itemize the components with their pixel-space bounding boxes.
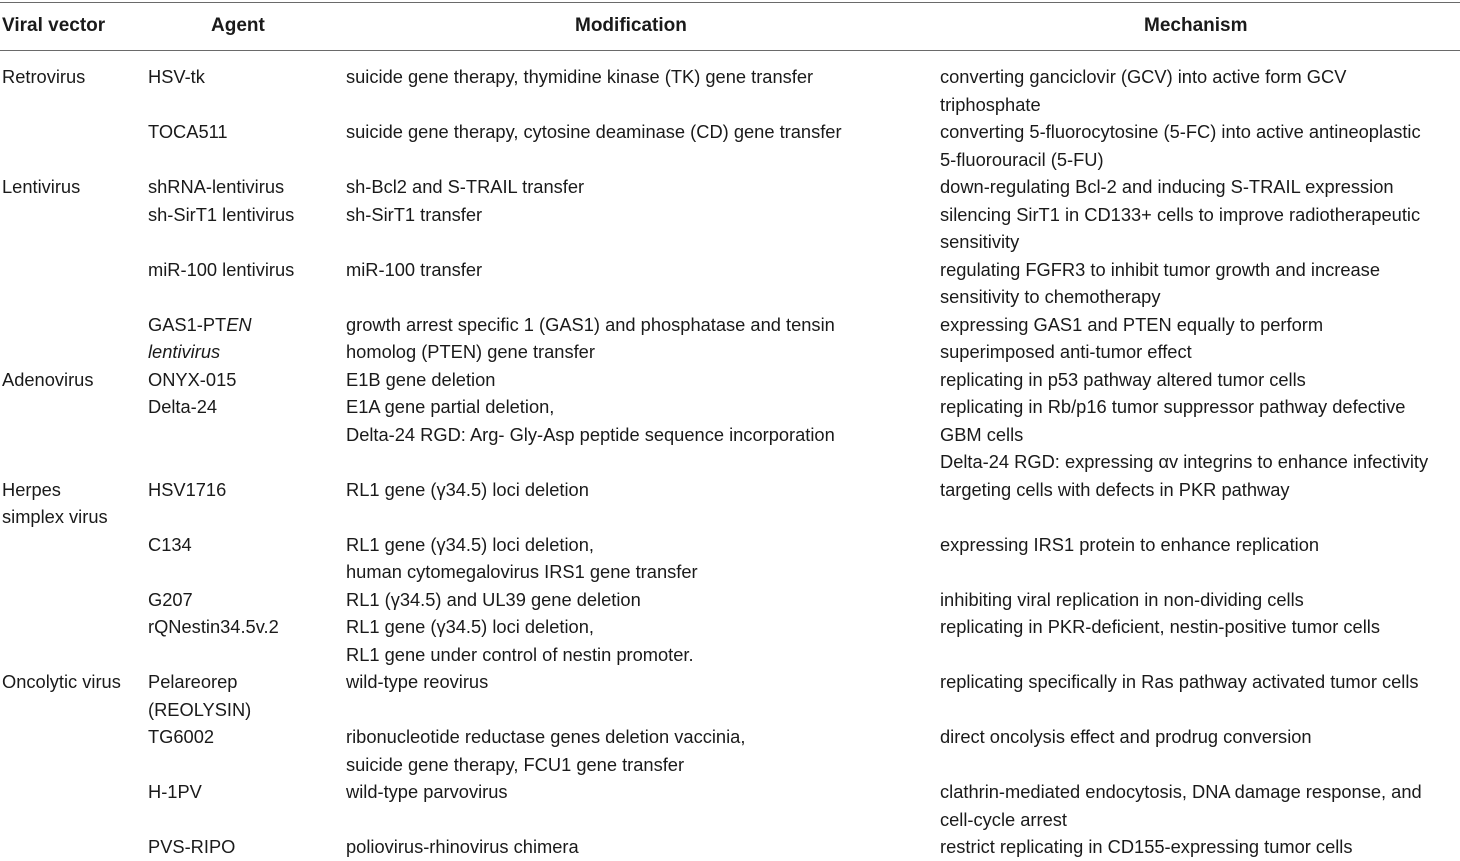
cell-agent: PVS-RIPO (148, 836, 236, 857)
cell-modification: sh-Bcl2 and S-TRAIL transfer (346, 176, 585, 197)
cell-viral-vector: Oncolytic virus (2, 671, 121, 692)
cell-mechanism: expressing IRS1 protein to enhance replication (940, 533, 1320, 555)
table-row (0, 366, 1460, 394)
cell-modification: E1A gene partial deletion, Delta-24 RGD: Arg- Gly-Asp peptide sequence incorporation (346, 396, 835, 445)
cell-mechanism: replicating in Rb/p16 tumor suppressor pathway defective GBM cells Delta-24 RGD: expressing αv integrins to enhance infectivity (940, 396, 1429, 472)
cell-mechanism: regulating FGFR3 to inhibit tumor growth and increase sensitivity to chemotherapy (940, 258, 1380, 307)
cell-modification: suicide gene therapy, cytosine deaminase (CD) gene transfer (346, 121, 842, 142)
cell-agent: G207 (148, 588, 193, 610)
cell-viral-vector: Lentivirus (2, 176, 81, 197)
cell-agent: HSV-tk (148, 66, 205, 87)
cell-modification: wild-type parvovirus (346, 781, 508, 802)
cell-agent: H-1PV (148, 781, 202, 802)
cell-agent: miR-100 lentivirus (148, 258, 295, 280)
header-modification: Modification (575, 15, 687, 36)
table-row (0, 531, 1460, 586)
table-body (0, 63, 1460, 861)
header-mechanism: Mechanism (1144, 15, 1248, 36)
cell-mechanism: converting ganciclovir (GCV) into active form GCV triphosphate (940, 66, 1347, 115)
cell-agent: sh-SirT1 lentivirus (148, 203, 295, 225)
table-row (0, 256, 1460, 311)
cell-mechanism: converting 5-fluorocytosine (5-FC) into active antineoplastic 5-fluorouracil (5-FU) (940, 121, 1421, 170)
table-row (0, 311, 1460, 366)
cell-mechanism: inhibiting viral replication in non-dividing cells (940, 588, 1304, 610)
table-row (0, 173, 1460, 201)
table-row (0, 63, 1460, 118)
cell-agent: shRNA-lentivirus (148, 176, 285, 197)
header-agent: Agent (211, 15, 265, 36)
cell-modification: wild-type reovirus (346, 671, 489, 692)
cell-modification: poliovirus-rhinovirus chimera (346, 836, 579, 857)
agent-name-italic-part: EN (226, 313, 252, 335)
cell-modification: sh-SirT1 transfer (346, 203, 483, 225)
table-header-rule (0, 50, 1460, 51)
table-row (0, 118, 1460, 173)
cell-agent: TOCA511 (148, 121, 228, 142)
cell-modification: RL1 (γ34.5) and UL39 gene deletion (346, 588, 641, 610)
cell-mechanism: restrict replicating in CD155-expressing tumor cells (940, 836, 1353, 857)
header-viral-vector: Viral vector (2, 15, 106, 36)
table-row (0, 201, 1460, 256)
cell-mechanism: replicating in p53 pathway altered tumor cells (940, 368, 1306, 390)
cell-viral-vector: Herpes simplex virus (2, 478, 108, 527)
table-header (0, 0, 1460, 50)
cell-agent: C134 (148, 533, 192, 555)
cell-modification: growth arrest specific 1 (GAS1) and phosphatase and tensin homolog (PTEN) gene transfer (346, 313, 835, 362)
cell-agent (148, 311, 333, 366)
cell-mechanism: expressing GAS1 and PTEN equally to perform superimposed anti-tumor effect (940, 313, 1324, 362)
cell-modification: RL1 gene (γ34.5) loci deletion (346, 478, 589, 500)
cell-agent: Pelareorep (REOLYSIN) (148, 671, 252, 720)
cell-agent: Delta-24 (148, 396, 218, 417)
cell-mechanism: replicating in PKR-deficient, nestin-positive tumor cells (940, 616, 1380, 637)
cell-mechanism: down-regulating Bcl-2 and inducing S-TRAIL expression (940, 176, 1394, 197)
cell-mechanism: replicating specifically in Ras pathway activated tumor cells (940, 671, 1419, 692)
agent-name-italic-part: lentivirus (148, 341, 221, 362)
cell-agent: TG6002 (148, 726, 215, 747)
cell-modification: suicide gene therapy, thymidine kinase (TK) gene transfer (346, 66, 814, 87)
cell-mechanism: direct oncolysis effect and prodrug conversion (940, 726, 1312, 747)
table-row (0, 586, 1460, 614)
cell-mechanism: silencing SirT1 in CD133+ cells to improve radiotherapeutic sensitivity (940, 203, 1421, 252)
cell-mechanism: clathrin-mediated endocytosis, DNA damage response, and cell-cycle arrest (940, 781, 1422, 830)
agent-name-part: GAS1-PT (148, 313, 227, 335)
cell-modification: E1B gene deletion (346, 368, 496, 390)
cell-mechanism: targeting cells with defects in PKR pathway (940, 478, 1290, 500)
cell-agent: ONYX-015 (148, 368, 237, 390)
cell-modification: RL1 gene (γ34.5) loci deletion, RL1 gene under control of nestin promoter. (346, 616, 694, 665)
table-row (0, 778, 1460, 833)
cell-viral-vector: Retrovirus (2, 66, 86, 87)
cell-modification: miR-100 transfer (346, 258, 483, 280)
cell-agent: HSV1716 (148, 478, 227, 500)
cell-modification: ribonucleotide reductase genes deletion vaccinia, suicide gene therapy, FCU1 gene transfer (346, 726, 746, 775)
table-row (0, 723, 1460, 778)
table-row (0, 613, 1460, 668)
table-row (0, 476, 1460, 531)
table-row (0, 668, 1460, 723)
cell-agent: rQNestin34.5v.2 (148, 616, 279, 637)
cell-modification: RL1 gene (γ34.5) loci deletion, human cytomegalovirus IRS1 gene transfer (346, 533, 698, 582)
cell-viral-vector: Adenovirus (2, 368, 94, 390)
table-row (0, 393, 1460, 476)
table-row (0, 833, 1460, 861)
